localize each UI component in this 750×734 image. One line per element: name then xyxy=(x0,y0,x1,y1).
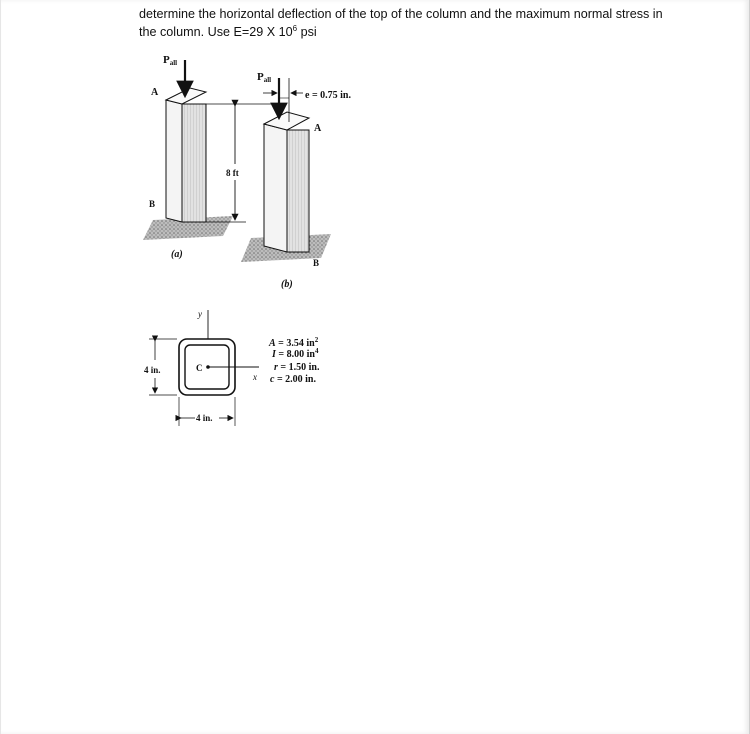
property-inertia: I = 8.00 $in^4$ xyxy=(272,347,319,360)
property-c: c = 2.00 in. xyxy=(270,374,316,385)
column-a-front xyxy=(182,104,206,222)
eccentricity-label: e = 0.75 in. xyxy=(305,90,351,101)
cross-section xyxy=(144,309,259,426)
column-b-front xyxy=(287,130,309,252)
centroid-label: C xyxy=(196,363,203,373)
label-a-top: A xyxy=(151,87,159,98)
column-b-side xyxy=(264,124,287,252)
height-label: 8 ft xyxy=(226,168,239,178)
question-line-1: determine the horizontal deflection of the top of the column and the maximum normal stress in xyxy=(139,7,663,21)
width-dim-label: 4 in. xyxy=(196,413,213,423)
load-label-a: Pall xyxy=(163,54,178,67)
property-area: A = 3.54 $in^2$ xyxy=(269,336,319,349)
centroid-dot xyxy=(206,365,210,369)
label-a-bottom: B xyxy=(149,199,156,209)
x-axis-label: x xyxy=(253,372,257,382)
y-axis-label: y xyxy=(198,309,202,319)
caption-b: (b) xyxy=(281,279,293,290)
column-figure xyxy=(1,0,750,734)
caption-a: (a) xyxy=(171,249,183,260)
section-properties xyxy=(268,336,320,385)
column-a-side xyxy=(166,100,182,222)
height-dimension xyxy=(206,104,271,222)
question-exponent: 6 xyxy=(292,23,298,33)
question-line-2-suffix: psi xyxy=(297,24,317,39)
label-b-bottom: B xyxy=(313,258,320,268)
column-a-group xyxy=(143,54,233,260)
label-b-top: A xyxy=(314,123,322,134)
question-line-2-prefix: the column. Use E=29 X 10 xyxy=(139,24,293,39)
load-label-b: Pall xyxy=(257,71,272,84)
property-radius: r = 1.50 in. xyxy=(274,362,320,373)
height-dim-label: 4 in. xyxy=(144,365,161,375)
